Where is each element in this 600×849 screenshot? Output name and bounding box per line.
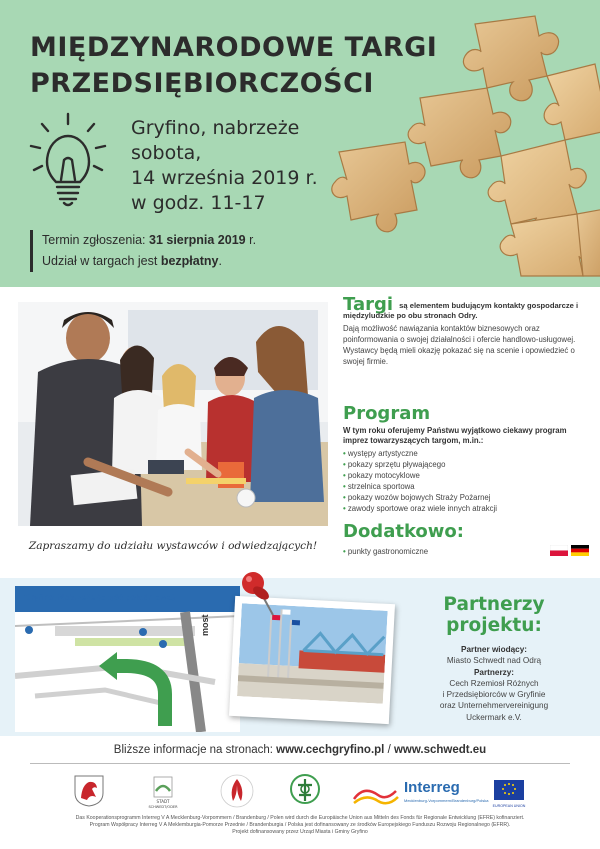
targi-lead: są elementem budującym kontakty gospodarcze i międzyludzkie po obu stronach Odry. bbox=[343, 301, 579, 320]
targi-section bbox=[343, 294, 588, 367]
pushpin-icon bbox=[237, 569, 279, 617]
divider bbox=[30, 763, 570, 764]
hours: w godz. 11-17 bbox=[131, 192, 266, 214]
lightbulb-icon bbox=[28, 112, 108, 208]
gryfino-guild-logo bbox=[289, 773, 321, 809]
lead-partner-label: Partner wiodący: bbox=[461, 645, 527, 654]
title-line-1: MIĘDZYNARODOWE TARGI bbox=[30, 32, 438, 63]
interreg-eu-logo bbox=[352, 777, 532, 811]
team-photo bbox=[18, 302, 328, 526]
partners-label: Partnerzy: bbox=[473, 667, 515, 677]
map-label: Gryfino, Nabrzeże (część południowa) bbox=[24, 592, 175, 602]
german-flag-icon bbox=[571, 545, 589, 556]
targi-paragraph-1: Dają możliwość nawiązania kontaktów biznesowych oraz poinformowania o swojej działalności i ofercie handlowo-usługowej. bbox=[343, 324, 576, 344]
program-intro: W tym roku oferujemy Państwu wyjątkowo ciekawy program imprez towarzyszących targom, m.in.: bbox=[343, 426, 567, 445]
date: 14 września 2019 r. bbox=[131, 167, 318, 189]
list-item: • występy artystyczne bbox=[343, 448, 588, 459]
schwedt-logo bbox=[145, 773, 181, 809]
link-schwedt[interactable]: www.schwedt.eu bbox=[393, 744, 487, 756]
schwedt-text-2: SCHWEDT/ODER bbox=[148, 805, 178, 809]
dodatkowo-heading: Dodatkowo: bbox=[343, 521, 464, 542]
list-item: • zawody sportowe oraz wiele innych atrakcji bbox=[343, 503, 588, 514]
interreg-sub: Mecklenburg-Vorpommern/Brandenburg/Polska bbox=[404, 798, 489, 803]
free-line: Udział w targach jest bezpłatny. bbox=[42, 254, 222, 268]
list-item: • pokazy wozów bojowych Straży Pożarnej bbox=[343, 492, 588, 503]
polish-flag-icon bbox=[550, 545, 568, 556]
footer-line-de: Das Kooperationsprogramm Interreg V A Mecklenburg-Vorpommern / Brandenburg / Polen wird durch die Europäische Union aus Mitteln des Fonds für Regionale Entwicklung (EFRE) kofinanziert. bbox=[75, 815, 525, 821]
map-drawing bbox=[15, 586, 240, 732]
place: Gryfino, nabrzeże bbox=[131, 117, 300, 139]
project-partners bbox=[400, 594, 588, 723]
riverside-photo-image bbox=[237, 603, 388, 704]
partner-line: oraz Unternehmervereinigung bbox=[439, 701, 549, 711]
event-title bbox=[30, 30, 438, 102]
schwedt-text: STADT bbox=[156, 799, 170, 804]
event-place-date bbox=[131, 116, 318, 216]
more-info: Bliższe informacje na stronach: www.cechgryfino.pl / www.schwedt.eu bbox=[113, 744, 487, 756]
targi-heading: Targi bbox=[343, 294, 394, 315]
funding-footer bbox=[20, 815, 580, 837]
list-item: • strzelnica sportowa bbox=[343, 481, 588, 492]
gryfino-crest-logo bbox=[72, 773, 106, 807]
footer-line-gryfino: Projekt dofinansowany przez Urząd Miasta i Gminy Gryfino bbox=[232, 829, 368, 836]
list-item: • punkty gastronomiczne bbox=[343, 546, 588, 557]
interreg-word: Interreg bbox=[404, 779, 460, 796]
deadline-line: Termin zgłoszenia: 31 sierpnia 2019 r. bbox=[42, 233, 257, 247]
eu-label: EUROPEAN UNION bbox=[492, 804, 526, 808]
craft-guild-logo bbox=[219, 773, 255, 809]
map-street-label: most bbox=[200, 614, 210, 636]
header-banner bbox=[0, 0, 600, 287]
location-map bbox=[15, 586, 240, 732]
partners-heading-1: Partnerzy bbox=[443, 594, 545, 615]
free-value: bezpłatny bbox=[160, 254, 219, 268]
partners-heading-2: projektu: bbox=[446, 615, 542, 636]
list-item: • pokazy sprzętu pływającego bbox=[343, 459, 588, 470]
partner-line: Cech Rzemiosł Różnych bbox=[449, 678, 539, 688]
targi-paragraph-2: Wystawcy będą mieli okazję pokazać się na scenie i opowiedzieć o swojej firmie. bbox=[343, 346, 575, 366]
team-photo-illustration bbox=[18, 302, 328, 526]
puzzle-pieces-image bbox=[325, 14, 600, 279]
partner-line: Uckermark e.V. bbox=[466, 712, 522, 722]
lead-partner-name: Miasto Schwedt nad Odrą bbox=[446, 656, 542, 666]
title-line-2: PRZEDSIĘBIORCZOŚCI bbox=[30, 68, 374, 99]
program-list bbox=[343, 448, 588, 514]
partner-line: i Przedsiębiorców w Gryfinie bbox=[442, 690, 546, 700]
deadline-date: 31 sierpnia 2019 bbox=[149, 233, 246, 247]
weekday: sobota, bbox=[131, 142, 202, 164]
program-heading: Program bbox=[343, 403, 431, 424]
registration-terms bbox=[30, 230, 256, 272]
footer-line-pl: Program Współpracy Interreg V A Meklemburgia-Pomorze Przednie / Brandenburgia / Polska jest dofinansowany ze środków Europejskiego Funduszu Rozwoju Regionalnego (EFRR). bbox=[89, 822, 511, 829]
invitation-text: Zapraszamy do udziału wystawców i odwiedzających! bbox=[28, 540, 318, 552]
list-item: • pokazy motocyklowe bbox=[343, 470, 588, 481]
link-cechgryfino[interactable]: www.cechgryfino.pl bbox=[276, 744, 385, 756]
